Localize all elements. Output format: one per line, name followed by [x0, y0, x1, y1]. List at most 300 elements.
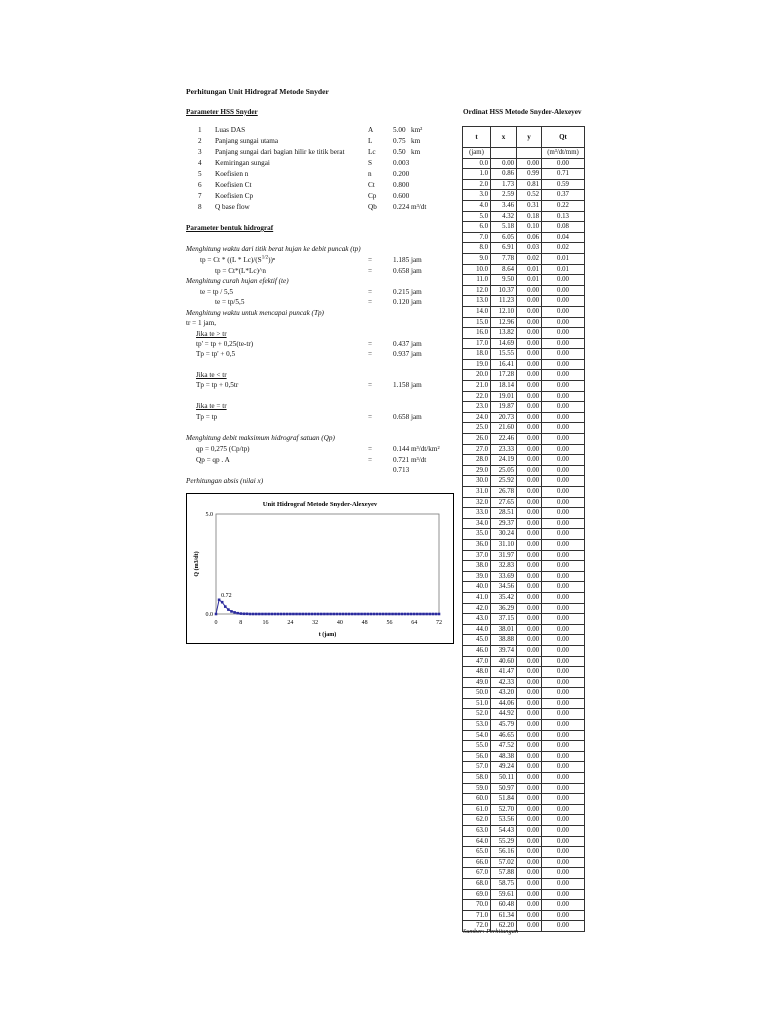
- cell-qt: 0.00: [542, 592, 585, 603]
- cell-t: 18.0: [463, 349, 491, 360]
- table-row: [463, 910, 585, 921]
- cell-t: 72.0: [463, 921, 491, 932]
- data-point: [391, 613, 394, 616]
- te-formula-2-eq: =: [368, 298, 373, 306]
- cell-y: 0.00: [517, 635, 542, 646]
- table-row: [463, 359, 585, 370]
- data-point: [379, 613, 382, 616]
- data-point: [311, 613, 314, 616]
- table-row: [463, 635, 585, 646]
- table-row: [463, 539, 585, 550]
- cell-qt: 0.00: [542, 900, 585, 911]
- data-point: [326, 613, 329, 616]
- cell-qt: 0.00: [542, 614, 585, 625]
- cell-qt: 0.00: [542, 550, 585, 561]
- cell-x: 34.56: [491, 582, 517, 593]
- table-row: [463, 253, 585, 264]
- parameter-unit: km: [411, 137, 421, 145]
- data-point: [298, 613, 301, 616]
- cell-x: 23.33: [491, 444, 517, 455]
- cell-y: 0.99: [517, 169, 542, 180]
- table-row: [463, 783, 585, 794]
- cell-qt: 0.00: [542, 868, 585, 879]
- cell-qt: 0.00: [542, 762, 585, 773]
- cell-x: 7.78: [491, 253, 517, 264]
- data-point: [373, 613, 376, 616]
- cell-y: 0.00: [517, 762, 542, 773]
- cell-t: 4.0: [463, 200, 491, 211]
- parameter-name: Panjang sungai utama: [215, 137, 279, 145]
- data-point: [295, 613, 298, 616]
- cell-x: 57.02: [491, 857, 517, 868]
- cell-qt: 0.00: [542, 635, 585, 646]
- table-row: [463, 370, 585, 381]
- cell-qt: 0.00: [542, 889, 585, 900]
- unit-qt: (m³/dt/mm): [542, 148, 585, 159]
- x-tick-label: 32: [312, 620, 319, 626]
- cell-x: 22.46: [491, 434, 517, 445]
- table-row: [463, 285, 585, 296]
- cell-qt: 0.00: [542, 783, 585, 794]
- cell-y: 0.00: [517, 497, 542, 508]
- cell-x: 0.86: [491, 169, 517, 180]
- cell-t: 35.0: [463, 529, 491, 540]
- cell-qt: 0.00: [542, 709, 585, 720]
- cell-t: 61.0: [463, 804, 491, 815]
- table-row: [463, 624, 585, 635]
- cell-y: 0.18: [517, 211, 542, 222]
- parameter-name: Koefisien n: [215, 170, 249, 178]
- parameter-name: Q base flow: [215, 203, 250, 211]
- data-point: [218, 599, 221, 602]
- cell-qt: 0.00: [542, 423, 585, 434]
- data-point: [348, 613, 351, 616]
- cell-t: 46.0: [463, 645, 491, 656]
- data-point: [277, 613, 280, 616]
- table-row: [463, 190, 585, 201]
- cell-x: 29.37: [491, 518, 517, 529]
- case1-formula-1-eq: =: [368, 340, 373, 348]
- data-point: [385, 613, 388, 616]
- cell-qt: 0.00: [542, 910, 585, 921]
- cell-qt: 0.00: [542, 804, 585, 815]
- table-row: [463, 794, 585, 805]
- ordinate-table: [462, 126, 585, 932]
- cell-qt: 0.00: [542, 275, 585, 286]
- cell-qt: 0.00: [542, 656, 585, 667]
- cell-x: 10.37: [491, 285, 517, 296]
- cell-t: 31.0: [463, 487, 491, 498]
- cell-t: 20.0: [463, 370, 491, 381]
- cell-qt: 0.00: [542, 285, 585, 296]
- cell-y: 0.00: [517, 730, 542, 741]
- table-row: [463, 614, 585, 625]
- data-point: [363, 613, 366, 616]
- parameter-symbol: S: [368, 159, 372, 167]
- table-source-note: Sumber: Perhitungan: [463, 928, 519, 935]
- cell-t: 26.0: [463, 434, 491, 445]
- te-formula-1-eq: =: [368, 288, 373, 296]
- table-row: [463, 582, 585, 593]
- table-row: [463, 751, 585, 762]
- cell-y: 0.00: [517, 783, 542, 794]
- cell-y: 0.00: [517, 423, 542, 434]
- te-heading: Menghitung curah hujan efektif (te): [186, 277, 289, 285]
- data-point: [267, 613, 270, 616]
- cell-t: 38.0: [463, 561, 491, 572]
- data-point: [252, 613, 255, 616]
- cell-y: 0.00: [517, 677, 542, 688]
- table-row: [463, 243, 585, 254]
- table-header-row: [463, 127, 585, 148]
- cell-qt: 0.00: [542, 677, 585, 688]
- data-point: [397, 613, 400, 616]
- data-point: [394, 613, 397, 616]
- table-row: [463, 900, 585, 911]
- cell-x: 4.32: [491, 211, 517, 222]
- cell-x: 14.69: [491, 338, 517, 349]
- cell-x: 11.23: [491, 296, 517, 307]
- table-row: [463, 158, 585, 169]
- cell-y: 0.00: [517, 465, 542, 476]
- data-point: [224, 605, 227, 608]
- parameter-symbol: Lc: [368, 148, 376, 156]
- x-tick-label: 8: [239, 620, 243, 626]
- cell-qt: 0.00: [542, 624, 585, 635]
- cell-y: 0.06: [517, 232, 542, 243]
- parameter-value: 0.200: [393, 170, 410, 178]
- cell-qt: 0.00: [542, 434, 585, 445]
- qp-formula-3-value: 0.713: [393, 466, 410, 474]
- cell-x: 61.34: [491, 910, 517, 921]
- table-row: [463, 487, 585, 498]
- data-point: [428, 613, 431, 616]
- cell-x: 53.56: [491, 815, 517, 826]
- case2-formula-1-value: 1.158 jam: [393, 381, 422, 389]
- parameter-number: 7: [198, 192, 202, 200]
- parameter-symbol: A: [368, 126, 374, 134]
- cell-qt: 0.00: [542, 444, 585, 455]
- cell-x: 3.46: [491, 200, 517, 211]
- cell-t: 23.0: [463, 402, 491, 413]
- cell-x: 1.73: [491, 179, 517, 190]
- table-row: [463, 412, 585, 423]
- cell-y: 0.00: [517, 741, 542, 752]
- cell-qt: 0.04: [542, 232, 585, 243]
- parameter-value: 0.800: [393, 181, 410, 189]
- data-point: [425, 613, 428, 616]
- cell-y: 0.00: [517, 656, 542, 667]
- data-point: [413, 613, 416, 616]
- cell-x: 24.19: [491, 455, 517, 466]
- cell-y: 0.00: [517, 306, 542, 317]
- cell-t: 9.0: [463, 253, 491, 264]
- cell-y: 0.00: [517, 698, 542, 709]
- cell-y: 0.00: [517, 338, 542, 349]
- case3-label: Jika te = tr: [196, 402, 227, 410]
- parameter-number: 4: [198, 159, 202, 167]
- cell-x: 21.60: [491, 423, 517, 434]
- cell-y: 0.00: [517, 508, 542, 519]
- cell-y: 0.00: [517, 349, 542, 360]
- cell-t: 25.0: [463, 423, 491, 434]
- data-point: [332, 613, 335, 616]
- table-row: [463, 730, 585, 741]
- cell-qt: 0.00: [542, 465, 585, 476]
- data-point: [305, 613, 308, 616]
- cell-qt: 0.00: [542, 158, 585, 169]
- cell-x: 28.51: [491, 508, 517, 519]
- cell-x: 0.00: [491, 158, 517, 169]
- table-row: [463, 434, 585, 445]
- table-row: [463, 381, 585, 392]
- table-row: [463, 804, 585, 815]
- cell-t: 45.0: [463, 635, 491, 646]
- cell-t: 55.0: [463, 741, 491, 752]
- cell-qt: 0.00: [542, 497, 585, 508]
- cell-qt: 0.00: [542, 359, 585, 370]
- cell-y: 0.00: [517, 603, 542, 614]
- data-point: [366, 613, 369, 616]
- cell-qt: 0.00: [542, 582, 585, 593]
- data-point: [301, 613, 304, 616]
- parameter-symbol: Ct: [368, 181, 375, 189]
- cell-qt: 0.00: [542, 794, 585, 805]
- cell-t: 50.0: [463, 688, 491, 699]
- table-row: [463, 306, 585, 317]
- cell-t: 2.0: [463, 179, 491, 190]
- cell-t: 32.0: [463, 497, 491, 508]
- data-point: [370, 613, 373, 616]
- cell-qt: 0.00: [542, 826, 585, 837]
- table-row: [463, 508, 585, 519]
- chart-canvas: [187, 494, 453, 643]
- table-row: [463, 476, 585, 487]
- cell-y: 0.00: [517, 359, 542, 370]
- cell-y: 0.00: [517, 529, 542, 540]
- data-point: [274, 613, 277, 616]
- case1-formula-2-eq: =: [368, 350, 373, 358]
- cell-x: 15.55: [491, 349, 517, 360]
- cell-x: 17.28: [491, 370, 517, 381]
- peak-data-label: 0.72: [221, 592, 232, 599]
- cell-y: 0.00: [517, 751, 542, 762]
- tp-formula-1-eq: =: [368, 256, 373, 264]
- data-point: [351, 613, 354, 616]
- tp-formula-2: tp = Ct*(L*Lc)^n: [215, 267, 266, 275]
- data-point: [416, 613, 419, 616]
- cell-y: 0.03: [517, 243, 542, 254]
- cell-y: 0.00: [517, 688, 542, 699]
- cell-t: 15.0: [463, 317, 491, 328]
- cell-x: 49.24: [491, 762, 517, 773]
- cell-x: 20.73: [491, 412, 517, 423]
- cell-x: 55.29: [491, 836, 517, 847]
- case3-formula-1-eq: =: [368, 413, 373, 421]
- data-point: [227, 608, 230, 611]
- cell-x: 31.10: [491, 539, 517, 550]
- data-point: [404, 613, 407, 616]
- table-row: [463, 338, 585, 349]
- cell-x: 48.38: [491, 751, 517, 762]
- cell-qt: 0.00: [542, 720, 585, 731]
- cell-t: 1.0: [463, 169, 491, 180]
- cell-x: 52.70: [491, 804, 517, 815]
- table-row: [463, 275, 585, 286]
- table-row: [463, 497, 585, 508]
- cell-qt: 0.22: [542, 200, 585, 211]
- cell-qt: 0.00: [542, 921, 585, 932]
- x-tick-label: 40: [336, 620, 343, 626]
- qp-heading: Menghitung debit maksimum hidrograf satuan (Qp): [186, 434, 335, 442]
- data-point: [432, 613, 435, 616]
- cell-t: 59.0: [463, 783, 491, 794]
- data-point: [320, 613, 323, 616]
- cell-x: 57.88: [491, 868, 517, 879]
- parameter-symbol: L: [368, 137, 373, 145]
- cell-qt: 0.00: [542, 412, 585, 423]
- parameter-number: 5: [198, 170, 202, 178]
- case1-formula-1: tp' = tp + 0,25(te-tr): [196, 340, 254, 348]
- parameter-value: 0.224: [393, 203, 410, 211]
- cell-x: 31.97: [491, 550, 517, 561]
- cell-y: 0.10: [517, 222, 542, 233]
- table-row: [463, 349, 585, 360]
- data-point: [407, 613, 410, 616]
- cell-t: 0.0: [463, 158, 491, 169]
- cell-y: 0.00: [517, 285, 542, 296]
- data-point: [258, 613, 261, 616]
- cell-t: 17.0: [463, 338, 491, 349]
- table-row: [463, 444, 585, 455]
- parameter-value: 0.50: [393, 148, 406, 156]
- cell-y: 0.00: [517, 317, 542, 328]
- cell-qt: 0.00: [542, 667, 585, 678]
- cell-t: 37.0: [463, 550, 491, 561]
- x-tick-label: 16: [262, 620, 269, 626]
- cell-x: 50.97: [491, 783, 517, 794]
- case1-label: Jika te > tr: [196, 330, 227, 338]
- tp-formula-1-value: 1.185 jam: [393, 256, 422, 264]
- cell-x: 2.59: [491, 190, 517, 201]
- cell-qt: 0.59: [542, 179, 585, 190]
- tp-heading: Menghitung waktu dari titik berat hujan ke debit puncak (tp): [186, 245, 361, 253]
- cell-qt: 0.00: [542, 529, 585, 540]
- cell-x: 16.41: [491, 359, 517, 370]
- qp-formula-2-eq: =: [368, 456, 373, 464]
- table-row: [463, 200, 585, 211]
- cell-qt: 0.00: [542, 476, 585, 487]
- cell-qt: 0.00: [542, 878, 585, 889]
- table-row: [463, 296, 585, 307]
- x-tick-label: 56: [386, 620, 393, 626]
- table-row: [463, 836, 585, 847]
- data-point: [388, 613, 391, 616]
- parameter-unit: km: [411, 148, 421, 156]
- cell-y: 0.00: [517, 836, 542, 847]
- cell-qt: 0.00: [542, 561, 585, 572]
- data-point: [255, 613, 258, 616]
- cell-x: 25.05: [491, 465, 517, 476]
- parameter-unit: km²: [411, 126, 423, 134]
- case2-formula-1-eq: =: [368, 381, 373, 389]
- cell-y: 0.00: [517, 709, 542, 720]
- qp-formula-1-eq: =: [368, 445, 373, 453]
- qp-formula-2-value: 0.721 m³/dt: [393, 456, 427, 464]
- table-row: [463, 571, 585, 582]
- table-row: [463, 709, 585, 720]
- data-point: [292, 613, 295, 616]
- case2-label: Jika te < tr: [196, 371, 227, 379]
- data-point: [335, 613, 338, 616]
- data-point: [239, 612, 242, 615]
- cell-y: 0.00: [517, 900, 542, 911]
- cell-qt: 0.00: [542, 518, 585, 529]
- cell-t: 65.0: [463, 847, 491, 858]
- data-point: [329, 613, 332, 616]
- cell-x: 38.88: [491, 635, 517, 646]
- cell-qt: 0.00: [542, 571, 585, 582]
- x-tick-label: 64: [411, 620, 418, 626]
- cell-t: 33.0: [463, 508, 491, 519]
- cell-x: 58.75: [491, 878, 517, 889]
- cell-t: 67.0: [463, 868, 491, 879]
- parameter-number: 6: [198, 181, 202, 189]
- cell-y: 0.81: [517, 179, 542, 190]
- cell-x: 44.06: [491, 698, 517, 709]
- cell-qt: 0.00: [542, 741, 585, 752]
- cell-t: 66.0: [463, 857, 491, 868]
- cell-x: 56.16: [491, 847, 517, 858]
- cell-t: 64.0: [463, 836, 491, 847]
- cell-t: 68.0: [463, 878, 491, 889]
- cell-x: 6.91: [491, 243, 517, 254]
- cell-qt: 0.00: [542, 836, 585, 847]
- table-row: [463, 455, 585, 466]
- cell-t: 53.0: [463, 720, 491, 731]
- cell-x: 27.65: [491, 497, 517, 508]
- ordinate-table-title: Ordinat HSS Metode Snyder-Alexeyev: [463, 108, 582, 116]
- table-row: [463, 328, 585, 339]
- table-row: [463, 561, 585, 572]
- data-point: [360, 613, 363, 616]
- data-point: [233, 611, 236, 614]
- parameter-unit: m³/dt: [411, 203, 427, 211]
- data-point: [422, 613, 425, 616]
- cell-t: 14.0: [463, 306, 491, 317]
- data-point: [236, 612, 239, 615]
- cell-t: 39.0: [463, 571, 491, 582]
- data-point: [345, 613, 348, 616]
- cell-y: 0.01: [517, 275, 542, 286]
- cell-t: 3.0: [463, 190, 491, 201]
- cell-t: 62.0: [463, 815, 491, 826]
- cell-x: 47.52: [491, 741, 517, 752]
- cell-y: 0.00: [517, 667, 542, 678]
- cell-y: 0.00: [517, 539, 542, 550]
- cell-t: 49.0: [463, 677, 491, 688]
- cell-y: 0.00: [517, 296, 542, 307]
- cell-qt: 0.00: [542, 847, 585, 858]
- table-row: [463, 868, 585, 879]
- cell-y: 0.00: [517, 518, 542, 529]
- cell-qt: 0.00: [542, 391, 585, 402]
- cell-qt: 0.00: [542, 688, 585, 699]
- cell-qt: 0.00: [542, 349, 585, 360]
- cell-t: 8.0: [463, 243, 491, 254]
- parameter-name: Luas DAS: [215, 126, 246, 134]
- data-point: [419, 613, 422, 616]
